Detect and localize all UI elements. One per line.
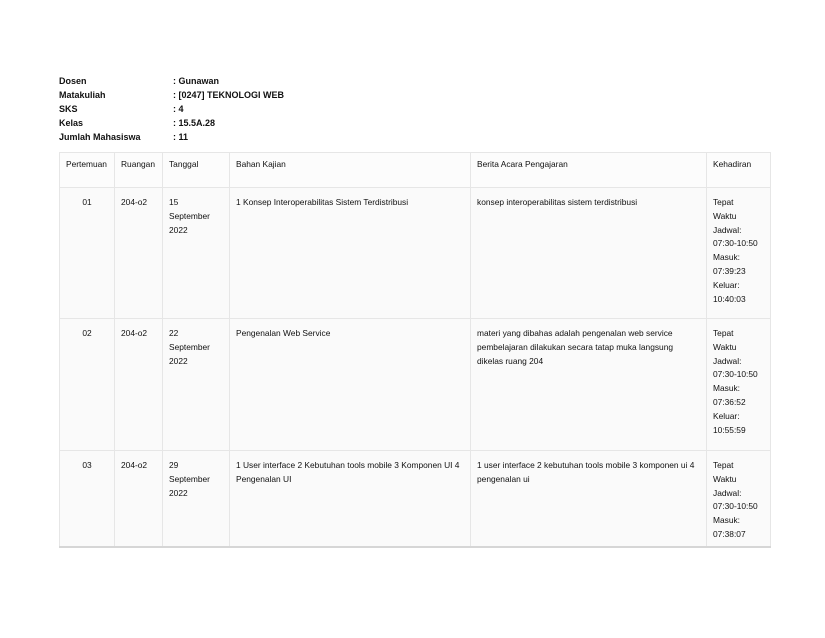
kehadiran-line: Jadwal: <box>713 487 742 498</box>
kehadiran-line: Waktu <box>713 210 737 221</box>
header-bahan-kajian: Bahan Kajian <box>230 153 471 188</box>
course-info <box>59 74 284 144</box>
kehadiran-line: Masuk: <box>713 252 740 263</box>
tanggal-day: 22 <box>169 328 179 338</box>
cell-pertemuan: 02 <box>60 319 115 451</box>
tanggal-year: 2022 <box>169 487 188 498</box>
cell-berita-acara: 1 user interface 2 kebutuhan tools mobile 3 komponen ui 4 pengenalan ui <box>471 451 707 548</box>
kehadiran-line: Keluar: <box>713 279 740 290</box>
header-kehadiran: Kehadiran <box>707 153 771 188</box>
info-value: : [0247] TEKNOLOGI WEB <box>173 90 285 100</box>
kehadiran-line: Waktu <box>713 341 737 352</box>
cell-kehadiran <box>707 319 771 451</box>
table-header-row <box>60 153 771 188</box>
info-label: Kelas <box>59 118 84 128</box>
kehadiran-line: 10:55:59 <box>713 424 746 435</box>
kehadiran-line: Tepat <box>713 197 734 207</box>
kehadiran-line: 07:30-10:50 <box>713 501 758 512</box>
table-row <box>60 451 771 548</box>
berita-acara-table <box>59 152 771 548</box>
info-label: SKS <box>59 104 78 114</box>
header-ruangan: Ruangan <box>115 153 163 188</box>
kehadiran-line: Masuk: <box>713 383 740 394</box>
kehadiran-line: 07:30-10:50 <box>713 369 758 380</box>
tanggal-year: 2022 <box>169 224 188 235</box>
info-label: Matakuliah <box>59 90 106 100</box>
cell-bahan-kajian: 1 User interface 2 Kebutuhan tools mobile 3 Komponen UI 4 Pengenalan UI <box>230 451 471 548</box>
cell-ruangan: 204-o2 <box>115 188 163 319</box>
cell-tanggal <box>163 319 230 451</box>
info-value: : 11 <box>173 132 189 142</box>
cell-tanggal <box>163 451 230 548</box>
header-berita-acara: Berita Acara Pengajaran <box>471 153 707 188</box>
info-label: Dosen <box>59 76 87 86</box>
tanggal-month: September <box>169 341 210 352</box>
tanggal-month: September <box>169 473 210 484</box>
cell-berita-acara: materi yang dibahas adalah pengenalan web service pembelajaran dilakukan secara tatap muka langsung dikelas ruang 204 <box>471 319 707 451</box>
info-row-jumlah-mahasiswa <box>59 130 284 144</box>
cell-bahan-kajian: 1 Konsep Interoperabilitas Sistem Terdistribusi <box>230 188 471 319</box>
cell-pertemuan: 03 <box>60 451 115 548</box>
info-label: Jumlah Mahasiswa <box>59 132 141 142</box>
header-pertemuan: Pertemuan <box>60 153 115 188</box>
kehadiran-line: 07:38:07 <box>713 528 746 539</box>
kehadiran-line: 07:30-10:50 <box>713 238 758 249</box>
cell-berita-acara: konsep interoperabilitas sistem terdistribusi <box>471 188 707 319</box>
cell-kehadiran <box>707 451 771 548</box>
tanggal-day: 29 <box>169 460 179 470</box>
cell-ruangan: 204-o2 <box>115 319 163 451</box>
info-value: : 15.5A.28 <box>173 118 216 128</box>
kehadiran-line: 07:39:23 <box>713 265 746 276</box>
kehadiran-line: Tepat <box>713 328 734 338</box>
info-row-matakuliah <box>59 88 284 102</box>
header-tanggal: Tanggal <box>163 153 230 188</box>
cell-tanggal <box>163 188 230 319</box>
kehadiran-line: 10:40:03 <box>713 293 746 304</box>
table-row <box>60 319 771 451</box>
tanggal-month: September <box>169 210 210 221</box>
kehadiran-line: Jadwal: <box>713 224 742 235</box>
kehadiran-line: Waktu <box>713 473 737 484</box>
info-row-kelas <box>59 116 284 130</box>
cell-pertemuan: 01 <box>60 188 115 319</box>
cell-bahan-kajian: Pengenalan Web Service <box>230 319 471 451</box>
info-row-sks <box>59 102 284 116</box>
kehadiran-line: Tepat <box>713 460 734 470</box>
tanggal-day: 15 <box>169 197 179 207</box>
kehadiran-line: Jadwal: <box>713 355 742 366</box>
tanggal-year: 2022 <box>169 355 188 366</box>
info-row-dosen <box>59 74 284 88</box>
info-value: : Gunawan <box>173 76 220 86</box>
table-row <box>60 188 771 319</box>
kehadiran-line: 07:36:52 <box>713 396 746 407</box>
info-value: : 4 <box>173 104 184 114</box>
cell-ruangan: 204-o2 <box>115 451 163 548</box>
kehadiran-line: Masuk: <box>713 515 740 526</box>
kehadiran-line: Keluar: <box>713 410 740 421</box>
cell-kehadiran <box>707 188 771 319</box>
